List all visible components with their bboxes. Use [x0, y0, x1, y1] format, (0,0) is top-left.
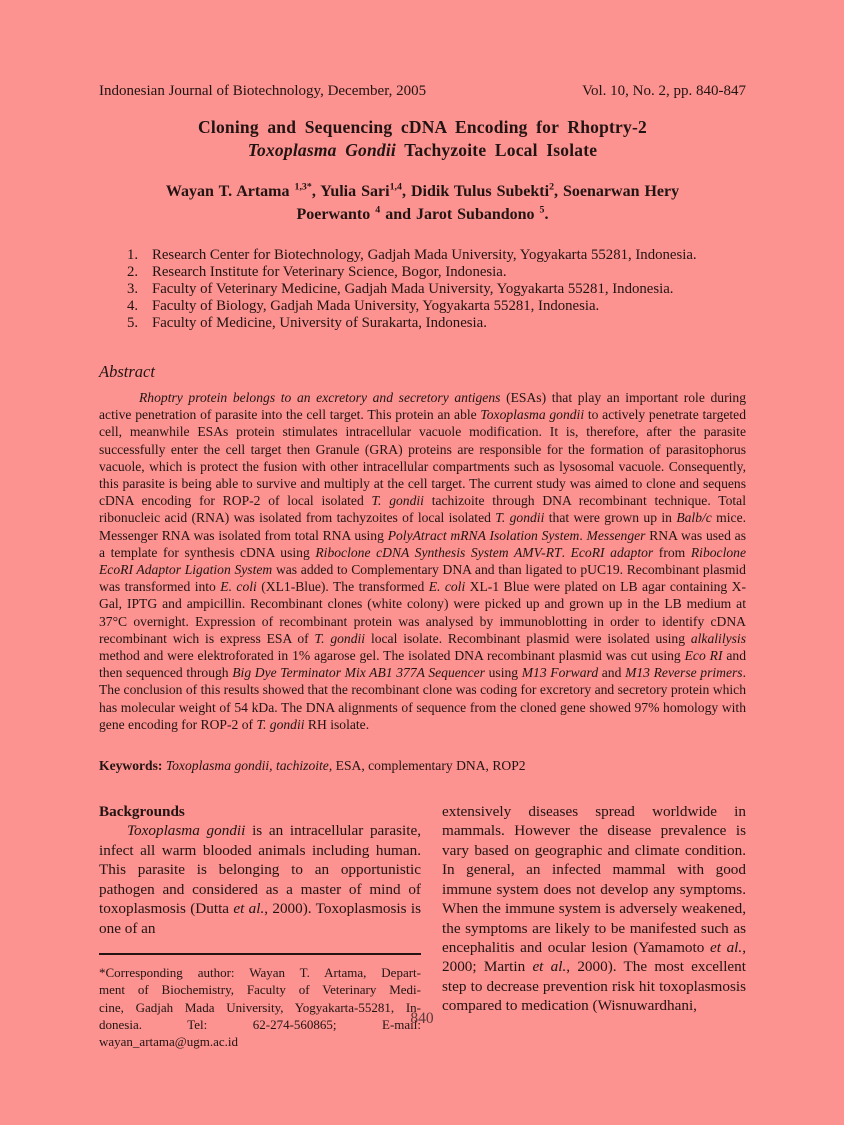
- article-title: [99, 116, 746, 162]
- affiliation-item: [127, 315, 746, 332]
- affiliation-item: [127, 247, 746, 264]
- volume-info: Vol. 10, No. 2, pp. 840-847: [582, 83, 746, 99]
- abstract-text: Rhoptry protein belongs to an excretory and secretory antigens (ESAs) that play an important role during active penetration of parasite into the cell target. This protein an able Toxoplasma gondii to actively penetrate targeted cell, meanwhile ESAs protein stimulates intracellular vacuole modification. It is, therefore, after the parasite successfully enter the cell target then Granule (GRA) proteins are responsible for the formation of parasitophorus vacuole, which is protect the fusion with other intracellular compartments such as lysosomal vacuole. Consequently, this parasite is being able to survive and multiply at the cell target. The current study was aimed to clone and sequens cDNA encoding for ROP-2 of local isolated T. gondii tachizoite through DNA recombinant technique. Total ribonucleic acid (RNA) was isolated from tachyzoites of local isolated T. gondii that were grown up in Balb/c mice. Messenger RNA was isolated from total RNA using PolyAtract mRNA Isolation System. Messenger RNA was used as a template for synthesis cDNA using Riboclone cDNA Synthesis System AMV-RT. EcoRI adaptor from Riboclone EcoRI Adaptor Ligation System was added to Complementary DNA and than ligated to pUC19. Recombinant plasmid was transformed into E. coli (XL1-Blue). The transformed E. coli XL-1 Blue were plated on LB agar containing X-Gal, IPTG and ampicillin. Recombinant clones (white colony) were picked up and grown up in the LB medium at 37°C overnight. Expression of recombinant protein was analysed by immunoblotting in order to identify cDNA recombinant wich is express ESA of T. gondii local isolate. Recombinant plasmid were isolated using alkalilysis method and were elektroforated in 1% agarose gel. The isolated DNA recombinant plasmid was cut using Eco RI and then sequenced through Big Dye Terminator Mix AB1 377A Sequencer using M13 Forward and M13 Reverse primers. The conclusion of this results showed that the recombinant clone was coding for excretory and secretory protein which has molecular weight of 54 kDa. The DNA alignments of sequence from the cloned gene showed 97% homology with gene encoding for ROP-2 of T. gondii RH isolate.: [99, 390, 747, 732]
- page-number: 840: [410, 1010, 434, 1027]
- affiliation-number: 4.: [127, 298, 139, 314]
- affiliation-number: 3.: [127, 281, 139, 297]
- footnote-rule: [99, 953, 421, 955]
- footnote-line: *Corresponding author: Wayan T. Artama, Depart-: [99, 964, 421, 980]
- affiliation-number: 5.: [127, 315, 139, 331]
- footnote-lines: [99, 964, 421, 1050]
- section-heading-backgrounds: Backgrounds: [99, 803, 185, 821]
- journal-name: Indonesian Journal of Biotechnology, December, 2005: [99, 83, 427, 99]
- corresponding-author-footnote: [99, 953, 421, 1050]
- affiliation-item: [127, 298, 746, 315]
- affiliation-item: [127, 264, 746, 281]
- footnote-line: ment of Biochemistry, Faculty of Veterinary Medi-: [99, 982, 421, 998]
- left-column-paragraph: Toxoplasma gondii is an intracellular parasite, infect all warm blooded animals including human. This parasite is belonging to an opportunistic pathogen and considered as a master of mind of toxoplasmosis (Dutta et al., 2000). Toxoplasmosis is one of an: [99, 822, 421, 937]
- page-header: [99, 82, 746, 101]
- affiliation-text: Faculty of Veterinary Medicine, Gadjah Mada University, Yogyakarta 55281, Indonesia.: [152, 281, 674, 297]
- affiliations-list: [99, 247, 746, 332]
- authors-line2: Poerwanto $^4$ and Jarot Subandono $^5$.: [296, 204, 549, 223]
- article-title-line1: Cloning and Sequencing cDNA Encoding for Rhoptry-2: [198, 117, 647, 137]
- authors: [99, 180, 746, 226]
- affiliation-number: 1.: [127, 247, 139, 263]
- right-column-paragraph: extensively diseases spread worldwide in mammals. However the disease prevalence is vary based on geographic and climate condition. In general, an infected mammal with good immune system does not develop any symptoms. When the immune system is adversely weakened, the symptoms are likely to be manifested such as encephalitis and ocular lesion (Yamamoto et al., 2000; Martin et al., 2000). The most excellent step to decrease prevention risk hit toxoplasmosis compared to medication (Wisnuwardhani,: [442, 803, 746, 1015]
- affiliation-text: Research Institute for Veterinary Science, Bogor, Indonesia.: [152, 264, 507, 280]
- footnote-line: cine, Gadjah Mada University, Yogyakarta-55281, In-: [99, 999, 421, 1015]
- affiliation-text: Faculty of Medicine, University of Surakarta, Indonesia.: [152, 315, 487, 331]
- footnote-line: wayan_artama@ugm.ac.id: [99, 1034, 239, 1050]
- keywords-line: Keywords: Toxoplasma gondii, tachizoite, ESA, complementary DNA, ROP2: [99, 758, 526, 774]
- affiliation-text: Faculty of Biology, Gadjah Mada University, Yogyakarta 55281, Indonesia.: [152, 298, 600, 314]
- article-title-line2: Toxoplasma Gondii Tachyzoite Local Isolate: [247, 140, 598, 160]
- affiliation-number: 2.: [127, 264, 139, 280]
- abstract-heading: Abstract: [99, 362, 155, 381]
- affiliation-item: [127, 281, 746, 298]
- footnote-line: donesia. Tel: 62-274-560865; E-mail:: [99, 1016, 421, 1032]
- affiliation-text: Research Center for Biotechnology, Gadjah Mada University, Yogyakarta 55281, Indonesia.: [152, 247, 697, 263]
- authors-line1: Wayan T. Artama $^{1,3*}$, Yulia Sari$^{1,4}$, Didik Tulus Subekti$^2$, Soenarwan Hery: [165, 181, 680, 200]
